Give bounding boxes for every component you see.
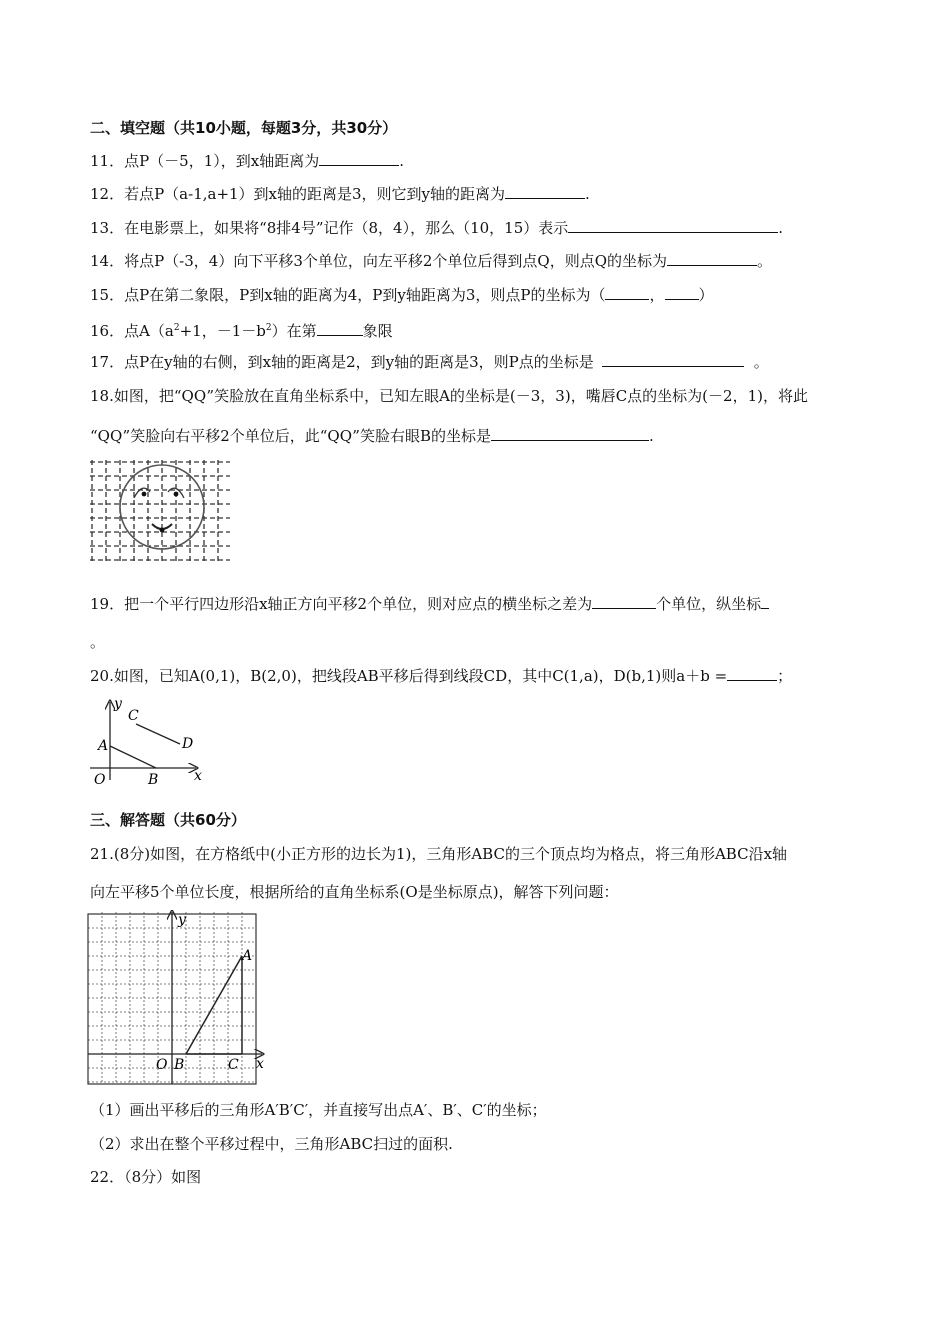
segment-cd: [136, 724, 180, 744]
q20-blank[interactable]: [727, 666, 777, 681]
qq-smiley-figure: [88, 458, 232, 564]
question-21-part1: （1）画出平移后的三角形A′B′C′，并直接写出点A′、B′、C′的坐标；: [90, 1101, 547, 1119]
q14-blank[interactable]: [667, 251, 757, 266]
fig21-label-x: x: [256, 1056, 264, 1072]
fig21-label-a: A: [242, 948, 253, 964]
q13-blank[interactable]: [568, 218, 778, 233]
q17-blank[interactable]: [602, 352, 744, 367]
question-15: [90, 285, 714, 305]
q18-blank[interactable]: [491, 426, 649, 441]
q20-end: ；: [777, 667, 793, 685]
triangle-side-ba: [186, 956, 242, 1054]
q18-text: “QQ”笑脸向右平移2个单位后，此“QQ”笑脸右眼B的坐标是: [90, 427, 491, 445]
question-18-line1: 18.如图，把“QQ”笑脸放在直角坐标系中，已知左眼A的坐标是(－3，3)，嘴唇C点的坐标为(－2，1)，将此: [90, 387, 808, 405]
segment-ab: [110, 746, 156, 768]
section3-heading: 三、解答题（共60分）: [90, 811, 246, 829]
q11-text: 11．点P（－5，1），到x轴距离为: [90, 152, 320, 170]
q15-comma: ，: [649, 286, 665, 304]
q20-figure: [88, 696, 218, 788]
question-20: [90, 666, 792, 686]
q20-text: 20.如图，已知A(0,1)，B(2,0)，把线段AB平移后得到线段CD，其中C(1,a)，D(b,1)则a＋b =: [90, 667, 728, 685]
q16-sup2: 2: [265, 323, 272, 333]
q16-end: 象限: [362, 322, 393, 340]
q16-blank[interactable]: [317, 321, 363, 336]
fig20-label-o: O: [94, 772, 106, 788]
q19-blank[interactable]: [592, 594, 656, 609]
q15-end: ）: [698, 286, 714, 304]
question-22: 22．（8分）如图: [90, 1168, 202, 1186]
question-19-line2: 。: [90, 633, 106, 651]
q16-pre: 16．点A（a: [90, 322, 174, 340]
question-21-part2: （2）求出在整个平移过程中，三角形ABC扫过的面积.: [90, 1135, 453, 1153]
question-16: [90, 318, 393, 341]
q15-blank-x[interactable]: [605, 285, 649, 300]
q11-end: .: [399, 152, 405, 170]
question-21-line1: 21.(8分)如图，在方格纸中(小正方形的边长为1)，三角形ABC的三个顶点均为格点，将三角形ABC沿x轴: [90, 845, 788, 863]
question-13: [90, 218, 783, 238]
question-14: [90, 251, 772, 271]
q15-blank-y[interactable]: [665, 285, 699, 300]
q13-text: 13．在电影票上，如果将“8排4号”记作（8，4），那么（10，15）表示: [90, 219, 569, 237]
fig20-label-c: C: [128, 708, 139, 724]
fig21-label-c: C: [228, 1057, 239, 1073]
question-19-line1: [90, 594, 769, 614]
q16-mid: +1，－1－b: [179, 322, 266, 340]
fig21-label-b: B: [174, 1057, 185, 1073]
fig20-label-x: x: [194, 768, 202, 784]
fig21-label-o: O: [156, 1057, 168, 1073]
fig20-label-y: y: [114, 696, 122, 712]
q12-end: .: [585, 185, 590, 203]
q15-text: 15．点P在第二象限，P到x轴的距离为4，P到y轴距离为3，则点P的坐标为（: [90, 286, 606, 304]
q12-text: 12．若点P（a-1,a+1）到x轴的距离是3，则它到y轴的距离为: [90, 185, 506, 203]
question-17: [90, 352, 769, 372]
q19-text: 19．把一个平行四边形沿x轴正方向平移2个单位，则对应点的横坐标之差为: [90, 595, 593, 613]
q19-mid: 个单位，纵坐标: [656, 595, 762, 613]
section2-heading: 二、填空题（共10小题，每题3分，共30分）: [90, 119, 398, 137]
q18-end: .: [649, 427, 654, 445]
question-11: [90, 151, 404, 171]
question-12: [90, 184, 590, 204]
q14-end: 。: [757, 252, 773, 270]
fig20-label-a: A: [98, 738, 109, 754]
question-21-line2: 向左平移5个单位长度，根据所给的直角坐标系(O是坐标原点)，解答下列问题：: [90, 883, 619, 901]
q11-blank[interactable]: [319, 151, 399, 166]
q14-text: 14．将点P（-3，4）向下平移3个单位，向左平移2个单位后得到点Q，则点Q的坐标为: [90, 252, 668, 270]
fig20-label-b: B: [148, 772, 159, 788]
q17-end: 。: [753, 353, 769, 371]
q21-grid-figure: [86, 910, 266, 1088]
q17-text: 17．点P在y轴的右侧，到x轴的距离是2，到y轴的距离是3，则P点的坐标是: [90, 353, 594, 371]
q13-end: .: [778, 219, 784, 237]
fig21-label-y: y: [178, 912, 186, 928]
fig20-label-d: D: [182, 736, 194, 752]
q12-blank[interactable]: [505, 184, 585, 199]
q16-sup1: 2: [173, 323, 180, 333]
q16-post: ）在第: [271, 322, 317, 340]
q19-blank-2[interactable]: [761, 594, 769, 609]
question-18-line2: [90, 426, 654, 446]
